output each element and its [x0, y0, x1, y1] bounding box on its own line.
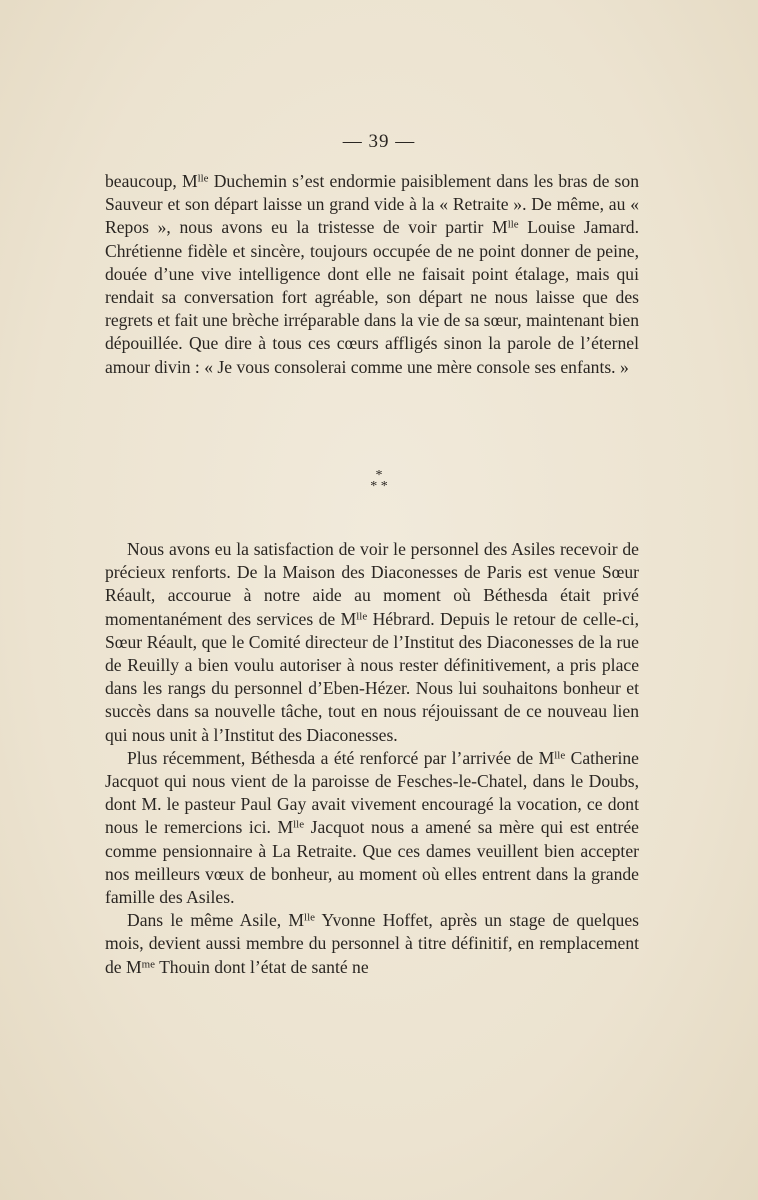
- superscript-abbreviation: lle: [507, 218, 519, 231]
- text-run: Hébrard. Depuis le retour de celle-ci, Sœur Réault, que le Comité directeur de l’Institut des Diaconesses de la rue de Reuilly a bien voulu autoriser à nous rester définitivement, a pris place dans les rangs du personnel d’Eben-Hézer. Nous lui souhaitons bonheur et succès dans sa nouvelle tâche, tout en nous réjouissant de ce nouveau lien qui nous unit à l’Institut des Diaconesses.: [105, 608, 639, 745]
- paragraph: [105, 909, 639, 979]
- text-run: Plus récemment, Béthesda a été renforcé par l’arrivée de M: [127, 747, 555, 768]
- separator-top-asterisk: *: [375, 468, 383, 483]
- text-run: Jacquot nous a amené sa mère qui est entrée comme pensionnaire à La Retraite. Que ces dames veuillent bien accepter nos meilleurs vœux de bonheur, au moment où elles entrent dans la grande famille des Asiles.: [105, 817, 639, 908]
- text-run: Thouin dont l’état de santé ne: [154, 956, 369, 977]
- paragraph: [105, 747, 639, 909]
- paragraph: [105, 170, 639, 379]
- separator-bottom-asterisks: * *: [370, 479, 388, 494]
- text-run: Duchemin s’est endormie paisiblement dans les bras de son Sauveur et son départ laisse un grand vide à la « Retraite ». De même, au « Repos », nous avons eu la tristesse de voir partir M: [105, 171, 639, 238]
- superscript-abbreviation: me: [141, 958, 155, 971]
- text-block-top: [105, 170, 639, 379]
- page-number: — 39 —: [342, 131, 416, 152]
- text-run: Yvonne Hoffet, après un stage de quelques mois, devient aussi membre du personnel à titre définitif, en remplacement de M: [105, 910, 639, 977]
- text-run: Louise Jamard. Chrétienne fidèle et sincère, toujours occupée de ne point donner de peine, douée d’une vive intelligence dont elle ne faisait point étalage, mais qui rendait sa conversation fort agréable, son départ ne nous laisse que des regrets et fait une brèche irréparable dans la vie de sa sœur, maintenant bien dépouillée. Que dire à tous ces cœurs affligés sinon la parole de l’éternel amour divin : « Je vous consolerai comme une mère console ses enfants. »: [105, 217, 639, 377]
- superscript-abbreviation: lle: [304, 911, 315, 924]
- superscript-abbreviation: lle: [554, 749, 566, 762]
- text-run: beaucoup, M: [105, 171, 198, 191]
- paragraph: [105, 538, 639, 747]
- text-run: Catherine Jacquot qui nous vient de la paroisse de Fesches-le-Chatel, dans le Doubs, dont M. le pasteur Paul Gay avait vivement encouragé la vocation, ce dont nous le remercions ici. M: [105, 747, 639, 838]
- text-run: Nous avons eu la satisfaction de voir le personnel des Asiles recevoir de précieux renforts. De la Maison des Diaconesses de Paris est venue Sœur Réault, accourue à notre aide au moment où Béthesda était privé momentanément des services de M: [105, 539, 639, 629]
- superscript-abbreviation: lle: [197, 172, 209, 185]
- superscript-abbreviation: lle: [356, 610, 368, 623]
- section-separator: [0, 470, 758, 492]
- text-block-bottom: [105, 538, 639, 979]
- text-run: Dans le même Asile, M: [127, 910, 305, 931]
- superscript-abbreviation: lle: [293, 818, 305, 831]
